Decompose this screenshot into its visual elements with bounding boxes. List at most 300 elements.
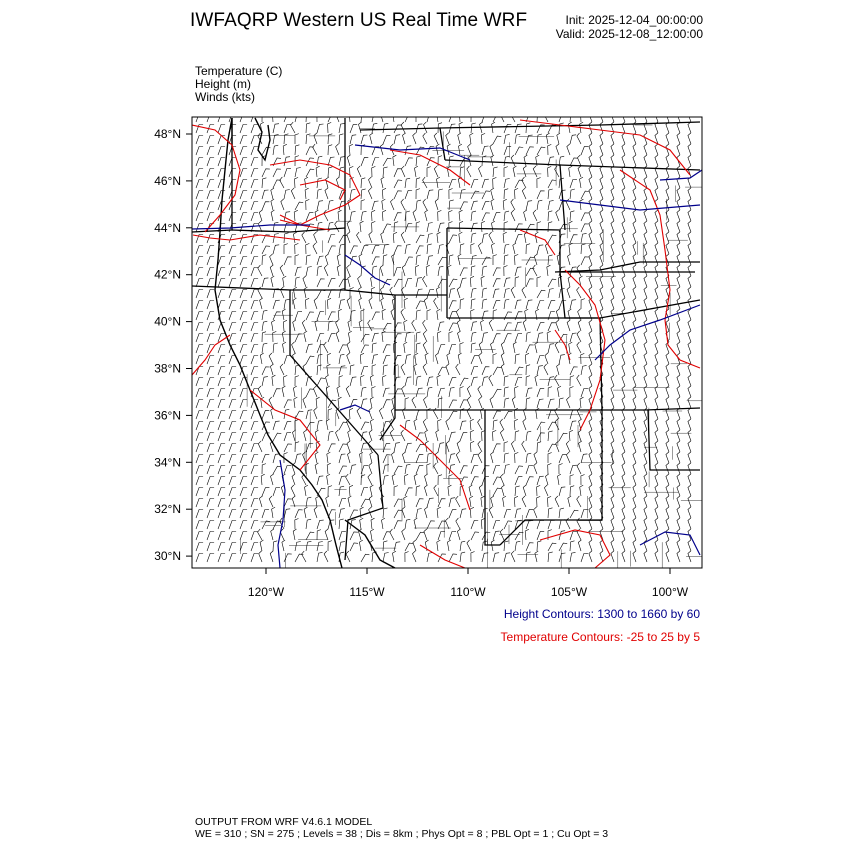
wind-barb [535,375,538,386]
wind-barb [633,474,636,485]
wind-barb [404,298,408,309]
wind-barb [459,210,463,221]
wind-barb [383,255,387,265]
wind-barb [504,334,512,342]
wind-barb [339,376,343,386]
field-label-winds: Winds (kts) [195,90,255,104]
wind-barb [196,543,203,552]
wind-barb [515,147,523,155]
wind-barb [547,265,551,276]
wind-barb [427,256,433,265]
wind-barb [207,114,214,123]
wind-barb [471,477,479,485]
wind-barb [449,454,455,463]
wind-barb [471,299,475,309]
wind-barb [449,332,453,343]
wind-barb [448,485,452,496]
wind-barb [580,199,584,210]
wind-barb [522,496,526,507]
wind-barb [434,298,438,309]
wind-barb [240,477,247,486]
wind-barb [515,477,522,485]
wind-barb [589,111,592,122]
wind-barb [493,520,500,529]
wind-barb [447,353,450,364]
wind-barb [600,254,603,265]
wind-barb [437,540,441,551]
wind-barb [537,333,543,342]
wind-barb [548,311,555,320]
wind-barb [314,133,317,144]
wind-barb [295,134,299,144]
wind-barb [370,485,373,496]
wind-barb [622,287,625,298]
wind-barb [570,465,577,474]
wind-barb [449,124,455,133]
wind-barb [504,266,508,277]
wind-barb [460,278,467,287]
wind-barb [611,166,614,177]
wind-barb [382,199,386,210]
wind-barb [513,166,516,177]
wind-barb [491,199,494,210]
wind-barb [611,243,614,254]
wind-barb [262,509,269,518]
wind-barb [493,367,501,375]
wind-barb [416,301,424,309]
wind-barb [218,158,225,167]
wind-barb [316,496,320,507]
wind-barb [504,289,510,299]
wind-barb [469,485,472,496]
wind-barb [470,507,474,518]
wind-barb [284,124,291,133]
wind-barb [251,378,258,387]
wind-barb [350,246,358,254]
wind-barb [218,543,225,552]
wind-barb [346,386,350,397]
wind-barb [338,309,342,320]
wind-barb [405,552,409,563]
wind-barb [412,397,416,408]
wind-barb [569,430,573,441]
wind-barb [688,353,691,364]
wind-barb [526,201,532,210]
wind-barb [240,543,247,552]
wind-barb [405,543,413,551]
wind-barb [677,111,680,122]
wind-barb [504,553,510,562]
wind-barb [207,455,214,464]
wind-barb [537,476,544,485]
wind-barb [611,133,614,144]
wind-barb [611,485,614,496]
wind-barb [402,265,405,276]
wind-barb [482,333,488,342]
wind-barb [515,354,520,364]
wind-barb [325,254,328,265]
wind-barb [504,167,508,177]
wind-barb [557,133,560,144]
wind-barb [273,466,281,474]
wind-barb [666,474,669,485]
wind-barb [262,202,269,210]
wind-barb [655,210,658,221]
wind-barb [556,210,559,221]
wind-barb [350,288,354,299]
wind-barb [229,301,236,310]
wind-barb [207,257,214,266]
wind-barb [688,199,691,210]
wind-barb [537,399,544,408]
wind-barb [677,529,680,540]
wind-barb [196,455,203,464]
wind-barb [688,397,691,408]
wind-barb [644,485,647,496]
wind-barb [644,210,647,221]
wind-barb [317,552,323,562]
wind-barb [207,532,214,541]
wind-barb [449,235,457,243]
wind-barb [567,397,571,408]
wind-barb [196,411,203,420]
wind-barb [349,485,353,496]
wind-barb [655,540,658,551]
wind-barb [644,474,647,485]
wind-barb [438,189,443,199]
wind-barb [361,375,365,386]
wind-barb [655,221,658,232]
wind-barb [380,265,383,276]
wind-barb [240,114,247,123]
wind-barb [655,529,658,540]
wind-barb [482,377,488,386]
wind-barb [688,243,691,254]
wind-barb [481,221,485,232]
wind-barb [383,388,390,397]
wind-barb [394,267,401,276]
wind-barb [251,543,258,552]
wind-barb [537,485,541,496]
wind-barb [251,477,258,486]
wind-barb [317,290,325,298]
wind-barb [471,343,476,353]
wind-barb [537,366,543,375]
wind-barb [425,430,428,441]
wind-barb [383,136,390,144]
wind-barb [293,232,296,243]
wind-barb [251,257,258,266]
wind-barb [240,356,247,365]
wind-barb [688,122,691,133]
wind-barb [339,454,345,463]
wind-barb [492,221,495,232]
wind-barb [273,222,278,232]
wind-barb [390,287,394,298]
wind-barb [251,323,258,332]
wind-barb [271,210,274,221]
wind-barb [338,210,342,221]
wind-barb [306,444,313,453]
wind-barb [207,444,214,453]
wind-barb [207,312,214,321]
lat-tick-label: 38°N [154,361,181,376]
wind-barb [339,422,347,430]
wind-barb [370,397,373,408]
wind-barb [515,254,519,265]
wind-barb [438,245,444,255]
wind-barb [677,210,680,221]
wind-barb [688,276,691,287]
wind-barb [350,125,357,133]
wind-barb [622,177,625,188]
wind-barb [405,443,412,452]
wind-barb [471,244,475,255]
wind-barb [559,433,567,441]
wind-barb [482,553,488,562]
wind-barb [504,134,510,144]
wind-barb [558,386,562,397]
wind-barb [589,166,592,177]
wind-barb [548,530,552,540]
wind-barb [326,496,329,507]
wind-barb [196,466,203,475]
wind-barb [589,474,592,485]
wind-barb [218,301,225,310]
wind-barb [339,444,347,452]
wind-barb [394,542,400,551]
wind-barb [346,551,350,562]
wind-barb [526,123,530,133]
wind-barb [655,518,658,529]
wind-barb [581,191,589,199]
wind-barb [262,343,267,353]
wind-barb [677,551,680,562]
wind-barb [502,485,505,496]
wind-barb [361,246,368,254]
wind-barb [677,232,680,243]
wind-barb [251,169,258,178]
wind-barb [688,463,691,474]
wind-barb [644,221,647,232]
wind-barb [304,287,307,298]
wind-barb [581,147,588,155]
wind-barb [644,298,647,309]
wind-barb [280,177,284,188]
wind-barb [383,123,388,133]
wind-barb [457,529,460,540]
wind-barb [350,211,356,221]
wind-barb [468,144,471,155]
wind-barb [416,532,424,540]
wind-barb [438,266,443,276]
wind-barb [644,111,647,122]
wind-barb [633,364,636,375]
wind-barb [578,540,581,551]
wind-barb [438,344,445,353]
wind-barb [548,520,555,529]
wind-barb [392,474,395,485]
wind-barb [457,441,460,452]
wind-barb [314,232,317,243]
wind-barb [577,496,581,507]
wind-barb [271,474,274,485]
wind-barb [258,386,262,397]
wind-barb [633,287,636,298]
wind-barb [501,474,505,485]
wind-barb [644,287,647,298]
wind-barb [240,466,247,475]
wind-barb [196,510,203,519]
wind-barb [402,529,405,540]
wind-barb [306,344,313,353]
wind-barb [559,301,566,310]
wind-barb [482,266,487,276]
wind-barb [589,375,592,386]
wind-barb [196,312,203,321]
wind-barb [570,376,574,386]
wind-barb [383,356,390,365]
wind-barb [284,375,288,386]
wind-barb [251,411,258,420]
wind-barb [437,232,441,243]
wind-barb [515,277,519,287]
wind-barb [416,178,420,188]
wind-barb [240,400,247,409]
wind-barb [218,147,225,156]
wind-barb [229,543,236,552]
wind-barb [478,452,482,463]
wind-barb [526,345,534,353]
wind-barb [284,257,292,265]
wind-barb [405,278,412,287]
wind-barb [622,276,625,287]
wind-barb [677,375,680,386]
wind-barb [458,133,461,144]
wind-barb [359,254,362,265]
wind-barb [361,135,367,144]
wind-barb [394,213,402,221]
wind-barb [240,422,247,431]
wind-barb [482,191,490,199]
wind-barb [369,232,372,243]
wind-barb [482,156,486,166]
wind-barb [589,177,592,188]
wind-barb [427,464,431,475]
wind-barb [534,507,537,518]
wind-barb [479,342,482,353]
wind-barb [478,419,482,430]
wind-barb [218,114,225,123]
wind-barb [511,441,515,452]
wind-barb [348,320,351,331]
wind-barb [589,331,592,342]
wind-barb [359,540,362,551]
wind-barb [655,254,658,265]
wind-barb [460,541,465,551]
wind-barb [391,309,394,320]
wind-barb [350,543,358,551]
wind-barb [580,177,584,188]
wind-barb [415,166,418,177]
wind-barb [229,378,236,387]
wind-barb [427,190,433,199]
wind-barb [655,265,658,276]
wind-barb [577,287,581,298]
wind-barb [677,166,680,177]
wind-barb [534,254,537,265]
wind-barb [424,485,427,496]
wind-barb [427,521,435,529]
wind-barb [262,464,266,474]
wind-barb [460,552,465,562]
wind-barb [293,529,296,540]
wind-barb [284,134,288,144]
wind-barb [317,365,322,375]
wind-barb [577,133,581,144]
wind-barb [471,233,476,243]
wind-barb [273,421,280,430]
wind-barb [339,134,343,144]
wind-barb [581,299,585,309]
wind-barb [383,365,388,375]
wind-barb [622,232,625,243]
longitude-axis [248,568,689,599]
wind-barb [526,388,532,397]
wind-barb [460,509,466,518]
wind-barb [327,353,331,364]
wind-barb [382,331,386,342]
wind-barb [240,180,247,189]
wind-barb [196,367,203,376]
wind-barb [295,311,302,320]
wind-barb [415,265,419,276]
wind-barb [633,419,636,430]
wind-barb [482,113,489,122]
wind-barb [306,255,311,265]
wind-barb [423,364,427,375]
wind-barb [491,496,494,507]
wind-barb [644,507,647,518]
wind-barb [313,144,317,155]
wind-barb [383,475,389,485]
wind-barb [293,386,296,397]
wind-barb [471,521,478,530]
wind-barb [523,485,526,496]
wind-barb [372,365,376,375]
wind-barb [196,433,203,442]
wind-barb [589,485,592,496]
wind-barb [240,521,247,530]
wind-barb [568,496,571,507]
wind-barb [207,389,214,398]
wind-barb [218,400,225,409]
wind-barb [666,221,669,232]
wind-barb [515,300,521,309]
wind-barb [196,400,203,409]
wind-barb [548,399,555,408]
wind-barb [655,441,658,452]
wind-barb [394,486,398,496]
wind-barb [295,255,299,265]
wind-barb [581,233,587,243]
wind-barb [229,554,236,563]
wind-barb [622,452,625,463]
wind-barb [447,166,450,177]
wind-barb [315,463,318,474]
wind-barb [434,166,438,177]
wind-barb [383,508,388,518]
